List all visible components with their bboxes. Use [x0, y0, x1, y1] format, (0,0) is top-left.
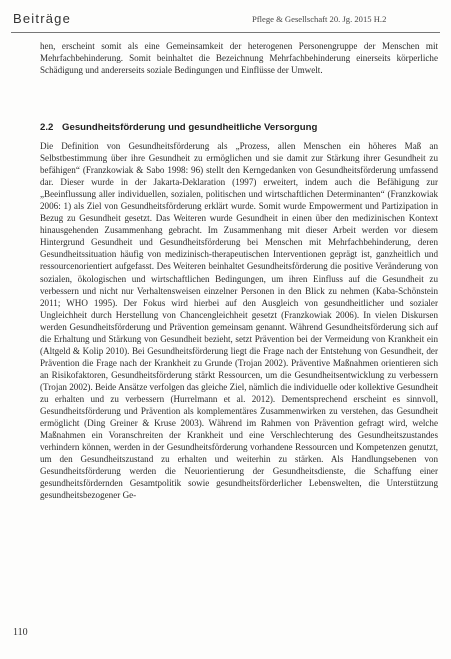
intro-paragraph-block: [40, 40, 438, 77]
page-number: 110: [13, 627, 28, 638]
header-divider: [11, 32, 440, 33]
section-title: Gesundheitsförderung und gesundheitliche Versorgung: [62, 122, 318, 133]
running-header-journal: Pflege & Gesellschaft 20. Jg. 2015 H.2: [252, 14, 387, 24]
intro-paragraph: hen, erscheint somit als eine Gemeinsamkeit der heterogenen Personengruppe der Menschen mit Mehrfachbehinderung. Somit beinhaltet die Bezeichnung Mehrfachbehinderung einerseits körperliche Schädigung und andererseits soziale Bedingungen und Einflüsse der Umwelt.: [40, 41, 438, 76]
body-text-block: [40, 140, 438, 501]
body-paragraph: Die Definition von Gesundheitsförderung als „Prozess, allen Menschen ein höheres Maß an Selbstbestimmung über ihre Gesundheit zu ermöglichen und sie damit zur Stärkung ihrer Gesundheit zu befähigen“ (Franzkowiak & Sabo 1998: 96) stellt den Kerngedanken von Gesundheitsförderung umfassend dar. Dieser wurde in der Jakarta-Deklaration (1997) erweitert, indem auch die Befähigung zur „Beeinflussung aller individuellen, sozialen, politischen und wirtschaftlichen Determinanten“ (Franzkowiak 2006: 1) als Ziel von Gesundheitsförderung erklärt wurde. Somit wurde Empowerment und Partizipation in Bezug zu Gesundheit gesetzt. Das Weiteren wurde Gesundheit in einen über den medizinischen Kontext hinausgehenden Zusammenhang gebracht. Im Zusammenhang mit dieser Arbeit werden vor diesem Hintergrund Gesundheit und Gesundheitsförderung bei Menschen mit Mehrfachbehinderung, deren Gesundheitssituation häufig von medizinisch-therapeutischen Interventionen geprägt ist, ganzheitlich und ressourcenorientiert aufgefasst. Des Weiteren beinhaltet Gesundheitsförderung die positive Veränderung von sozialen, ökologischen und wirtschaftlichen Bedingungen, um ihren Einfluss auf die Gesundheit zu verbessern und nicht nur Verhaltensweisen einzelner Personen in den Blick zu nehmen (Kaba-Schönstein 2011; WHO 1995). Der Fokus wird hierbei auf den Ausgleich von gesundheitlicher und sozialer Ungleichheit durch Herstellung von Chancengleichheit gesetzt (Franzkowiak 2006). In vielen Diskursen werden Gesundheitsförderung und Prävention gemeinsam genannt. Während Gesundheitsförderung sich auf die Erhaltung und Stärkung von Gesundheit bezieht, setzt Prävention bei der Vermeidung von Krankheit ein (Altgeld & Kolip 2010). Bei Gesundheitsförderung liegt die Frage nach der Entstehung von Gesundheit, der Prävention die Frage nach der Krankheit zu Grunde (Trojan 2002). Präventive Maßnahmen orientieren sich an Risikofaktoren, Gesundheitsförderung stärkt Ressourcen, um die Gesundheitsentwicklung zu verbessern (Trojan 2002). Beide Ansätze verfolgen das gleiche Ziel, nämlich die individuelle oder kollektive Gesundheit zu erhalten und zu verbessern (Hurrelmann et al. 2012). Dementsprechend erscheint es sinnvoll, Gesundheitsförderung und Prävention als komplementäres Zusammenwirken zu verstehen, das Gesundheit ermöglicht (Ding Greiner & Kruse 2003). Während im Rahmen von Prävention gefragt wird, welche Maßnahmen ein Voranschreiten der Krankheit und eine Verschlechterung des Gesundheitszustandes verhindern können, werden in der Gesundheitsförderung vorhandene Ressourcen und Kompetenzen genutzt, um den Gesundheitszustand zu erhalten und weiterhin zu stärken. Als Handlungsebenen von Gesundheitsförderung werden die Neuorientierung der Gesundheitsdienste, die Schaffung einer gesundheitsfördernden Gesamtpolitik sowie gesundheitsförderlicher Lebenswelten, die Unterstützung gesundheitsbezogener Ge-: [40, 141, 438, 501]
section-heading: [40, 122, 438, 133]
running-header-section: Beiträge: [13, 11, 72, 26]
section-number: 2.2: [40, 122, 54, 133]
